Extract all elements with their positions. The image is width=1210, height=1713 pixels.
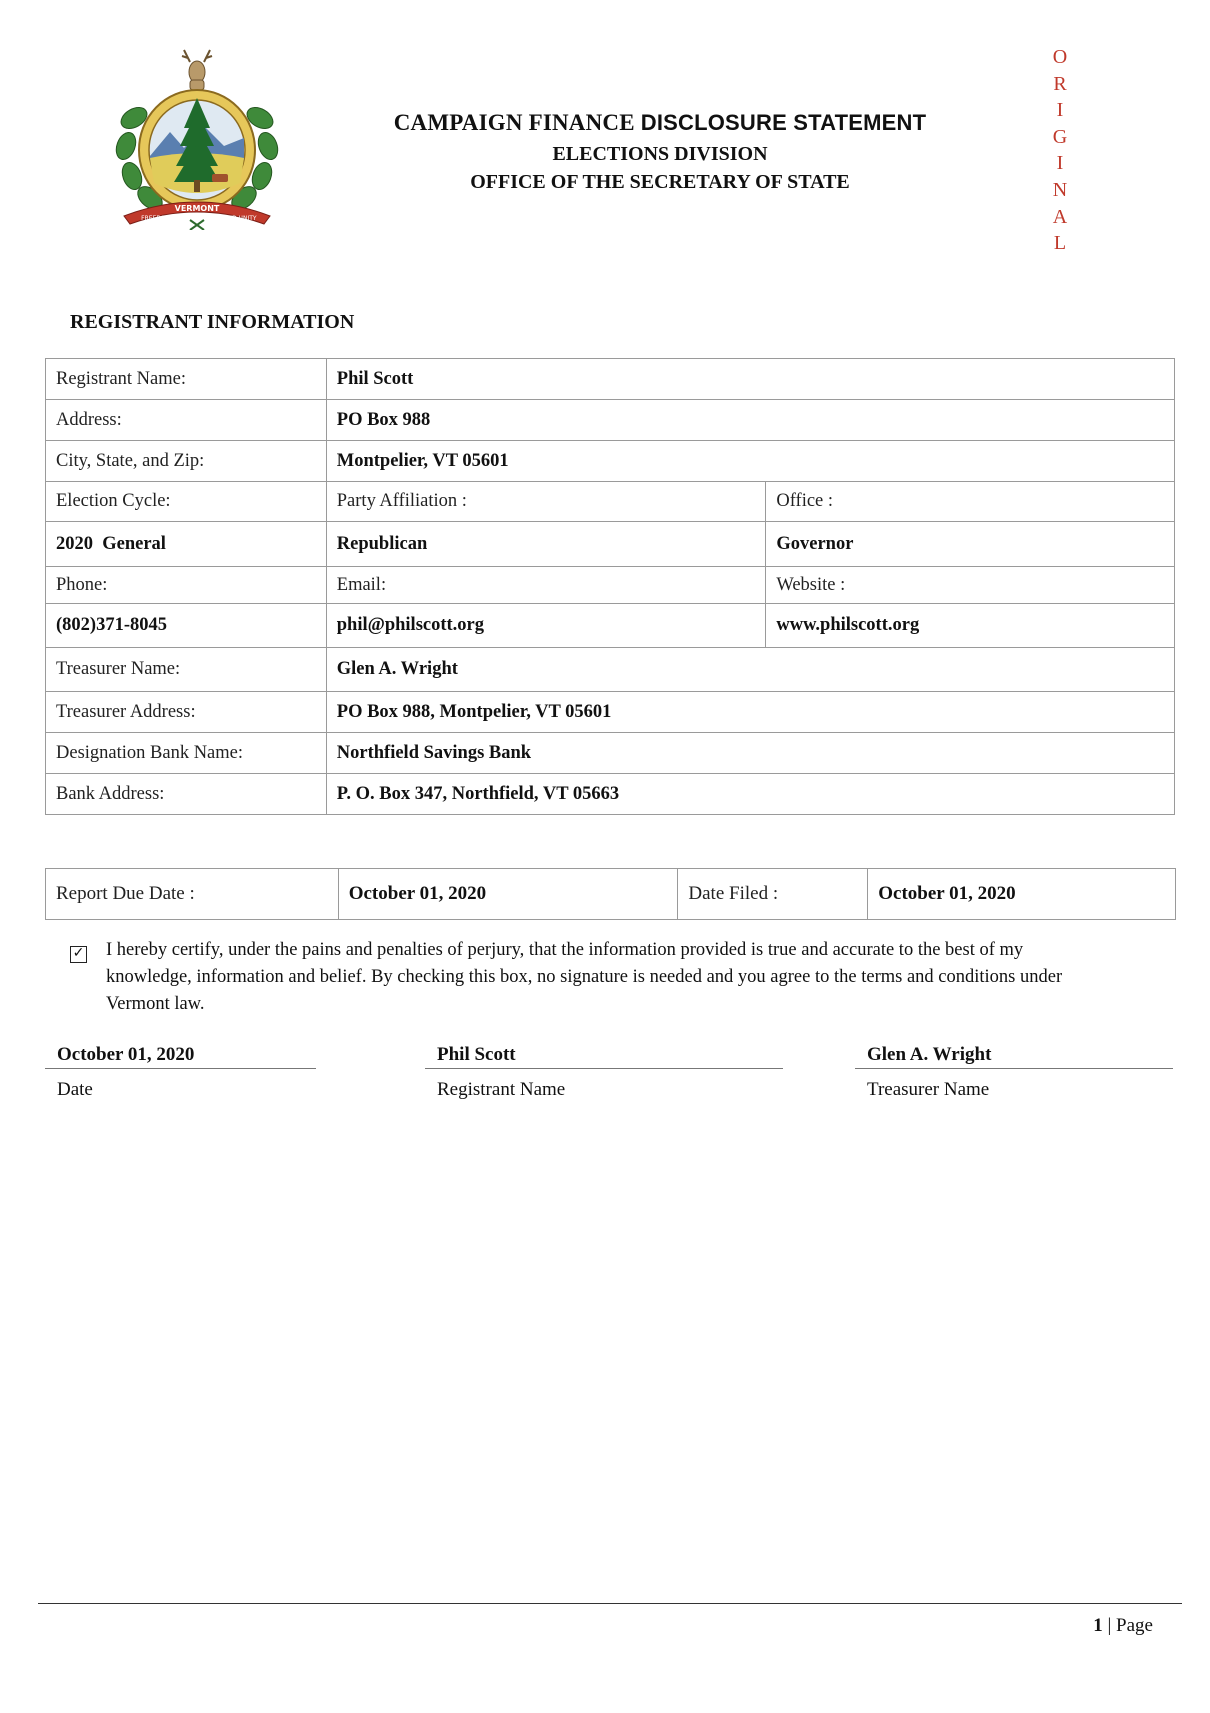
phone-label: Phone: xyxy=(46,567,327,604)
stamp-letter: G xyxy=(1052,125,1068,148)
seal-unity-text: AND UNITY xyxy=(223,215,257,222)
seal-vermont-text: VERMONT xyxy=(174,204,220,213)
treasurer-address-value: PO Box 988, Montpelier, VT 05601 xyxy=(326,692,1174,733)
signature-date-value: October 01, 2020 xyxy=(45,1044,316,1069)
original-stamp xyxy=(1048,44,1072,257)
division-heading: ELECTIONS DIVISION xyxy=(552,143,768,165)
signature-registrant-value: Phil Scott xyxy=(425,1044,783,1069)
table-row xyxy=(46,441,1175,482)
page-label: | Page xyxy=(1102,1615,1153,1636)
election-cycle-label: Election Cycle: xyxy=(46,482,327,522)
phone-value: (802)371-8045 xyxy=(46,604,327,648)
table-row xyxy=(46,522,1175,567)
stamp-letter: I xyxy=(1056,152,1064,175)
email-value: phil@philscott.org xyxy=(326,604,766,648)
stamp-letter: L xyxy=(1053,232,1067,255)
party-value: Republican xyxy=(326,522,766,567)
address-label: Address: xyxy=(46,400,327,441)
page-indicator xyxy=(1093,1615,1153,1637)
document-title xyxy=(340,110,980,136)
title-sans-part: DISCLOSURE STATEMENT xyxy=(640,110,927,135)
table-row xyxy=(46,692,1175,733)
table-row xyxy=(46,567,1175,604)
treasurer-address-label: Treasurer Address: xyxy=(46,692,327,733)
table-row xyxy=(46,359,1175,400)
city-label: City, State, and Zip: xyxy=(46,441,327,482)
date-filed-label: Date Filed : xyxy=(678,869,868,920)
footer-divider xyxy=(38,1603,1182,1604)
signature-date-label: Date xyxy=(57,1079,93,1100)
party-label: Party Affiliation : xyxy=(326,482,766,522)
table-row xyxy=(46,648,1175,692)
address-value: PO Box 988 xyxy=(326,400,1174,441)
signature-registrant-label: Registrant Name xyxy=(437,1079,566,1100)
report-due-label: Report Due Date : xyxy=(46,869,339,920)
email-label: Email: xyxy=(326,567,766,604)
treasurer-name-label: Treasurer Name: xyxy=(46,648,327,692)
table-row xyxy=(46,774,1175,815)
office-heading: OFFICE OF THE SECRETARY OF STATE xyxy=(470,171,850,193)
date-filed-value: October 01, 2020 xyxy=(868,869,1176,920)
bank-name-label: Designation Bank Name: xyxy=(46,733,327,774)
office-value: Governor xyxy=(766,522,1175,567)
website-value: www.philscott.org xyxy=(766,604,1175,648)
election-cycle-value: 2020 General xyxy=(46,522,327,567)
title-serif-part: CAMPAIGN FINANCE xyxy=(393,110,635,135)
certify-checkbox[interactable]: ✓ xyxy=(70,946,87,963)
stamp-letter: A xyxy=(1052,205,1068,228)
table-row xyxy=(46,869,1176,920)
stamp-letter: N xyxy=(1052,178,1068,201)
bank-name-value: Northfield Savings Bank xyxy=(326,733,1174,774)
report-due-value: October 01, 2020 xyxy=(338,869,678,920)
table-row xyxy=(46,400,1175,441)
stamp-letter: O xyxy=(1052,46,1068,68)
registrant-name-label: Registrant Name: xyxy=(46,359,327,400)
bank-address-label: Bank Address: xyxy=(46,774,327,815)
signature-treasurer-label: Treasurer Name xyxy=(867,1079,990,1100)
treasurer-name-value: Glen A. Wright xyxy=(326,648,1174,692)
certification-text: I hereby certify, under the pains and penalties of perjury, that the information provided is true and accurate to the best of my knowledge, information and belief. By checking this box, no signature is needed and you agree to the terms and conditions under Vermont law. xyxy=(106,940,1063,1014)
page-number: 1 xyxy=(1093,1615,1103,1636)
registrant-info-table xyxy=(45,358,1175,815)
registrant-name-value: Phil Scott xyxy=(326,359,1174,400)
report-dates-table xyxy=(45,868,1176,920)
signature-treasurer-value: Glen A. Wright xyxy=(855,1044,1173,1069)
city-value: Montpelier, VT 05601 xyxy=(326,441,1174,482)
office-label: Office : xyxy=(766,482,1175,522)
vermont-seal-logo xyxy=(112,48,282,230)
table-row xyxy=(46,604,1175,648)
section-heading: REGISTRANT INFORMATION xyxy=(70,311,355,333)
stamp-letter: I xyxy=(1056,99,1064,122)
table-row xyxy=(46,733,1175,774)
website-label: Website : xyxy=(766,567,1175,604)
stamp-letter: R xyxy=(1053,72,1067,95)
table-row xyxy=(46,482,1175,522)
bank-address-value: P. O. Box 347, Northfield, VT 05663 xyxy=(326,774,1174,815)
seal-freedom-text: FREEDOM xyxy=(141,215,171,222)
